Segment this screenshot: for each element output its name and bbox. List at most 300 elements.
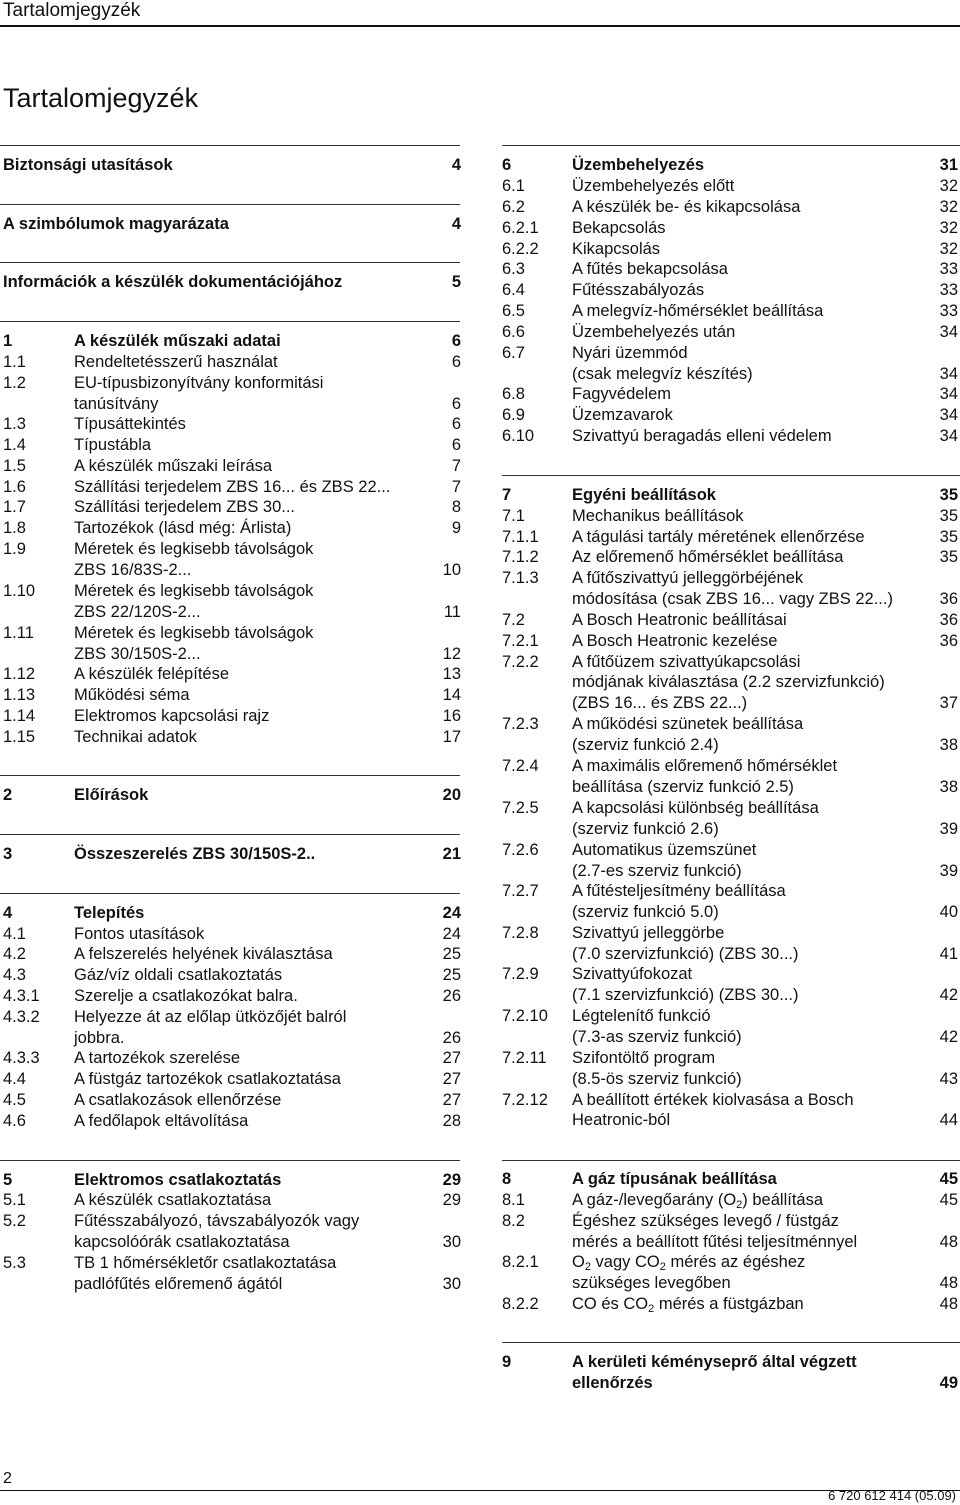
toc-entry-page: 8 [451,498,461,516]
toc-entry[interactable] [502,239,958,260]
toc-entry[interactable] [502,426,958,447]
toc-entry[interactable] [3,456,461,477]
toc-entry-number: 1.15 [3,728,36,746]
toc-entry-title: A készülék be- és kikapcsolása [572,198,801,216]
footer-rule [0,1490,960,1491]
toc-entry-title: (szerviz funkció 2.6) [572,820,719,838]
toc-entry[interactable] [3,727,461,748]
toc-entry-title: A készülék felépítése [74,665,230,683]
toc-entry-number: 7.1.2 [502,548,539,566]
toc-entry[interactable] [502,280,958,301]
toc-entry[interactable] [502,589,958,610]
toc-entry-title: Szerelje a csatlakozókat balra. [74,987,298,1005]
toc-entry-page: 6 [451,353,461,371]
toc-entry[interactable] [3,581,461,602]
toc-entry[interactable] [502,259,958,280]
toc-entry[interactable] [3,685,461,706]
toc-entry[interactable] [502,631,958,652]
toc-entry-title: (7.1 szervizfunkció) (ZBS 30...) [572,986,799,1004]
toc-entry[interactable] [502,610,958,631]
toc-entry[interactable] [502,693,958,714]
toc-entry-number: 8.2.2 [502,1295,539,1313]
toc-entry[interactable] [502,1169,958,1190]
toc-entry-number: 6 [502,156,512,174]
toc-entry-number: 7.2.12 [502,1091,548,1109]
toc-entry-title: Összeszerelés ZBS 30/150S-2.. [74,845,316,863]
toc-entry-title: A készülék csatlakoztatása [74,1191,272,1209]
toc-entry[interactable] [3,903,461,924]
toc-entry-title: Működési séma [74,686,190,704]
toc-entry-title: (csak melegvíz készítés) [572,365,753,383]
toc-entry-number: Információk a készülék dokumentációjához [3,273,343,291]
toc-entry-title: A fedőlapok eltávolítása [74,1112,249,1130]
toc-entry-page: 32 [939,177,958,195]
toc-entry-page: 37 [939,694,958,712]
toc-entry-number: 1.12 [3,665,36,683]
toc-entry[interactable] [502,343,958,364]
toc-entry-page: 32 [939,219,958,237]
toc-entry-number: 1.1 [3,353,26,371]
toc-entry-number: 7.2.7 [502,882,539,900]
toc-entry[interactable] [3,644,461,665]
toc-entry-page: 34 [939,406,958,424]
toc-entry-title: Égéshez szükséges levegő / füstgáz [572,1212,839,1230]
toc-entry-title: Szivattyú beragadás elleni védelem [572,427,832,445]
toc-entry-title: ZBS 16/83S-2... [74,561,192,579]
section-divider [0,204,460,205]
toc-entry-title: A füstgáz tartozékok csatlakoztatása [74,1070,341,1088]
toc-entry-page: 28 [442,1112,461,1130]
toc-entry[interactable] [502,218,958,239]
toc-entry[interactable] [3,1028,461,1049]
toc-entry-number: 1.9 [3,540,26,558]
toc-entry-title: Fűtésszabályozó, távszabályozók vagy [74,1212,360,1230]
toc-entry[interactable] [3,352,461,373]
toc-entry-title: Kikapcsolás [572,240,661,258]
toc-entry-title: Fagyvédelem [572,385,672,403]
toc-entry[interactable] [502,819,958,840]
toc-entry-title: (szerviz funkció 5.0) [572,903,719,921]
toc-entry[interactable] [3,623,461,644]
toc-entry-page: 38 [939,736,958,754]
toc-entry[interactable] [502,1048,958,1069]
toc-entry-number: 7.1 [502,507,525,525]
toc-entry-page: 27 [442,1049,461,1067]
toc-entry-number: 1.2 [3,374,26,392]
toc-entry-page: 34 [939,323,958,341]
toc-entry-page: 33 [939,260,958,278]
toc-entry-number: 9 [502,1353,512,1371]
toc-entry-number: 6.9 [502,406,525,424]
toc-entry-page: 27 [442,1070,461,1088]
toc-entry[interactable] [502,1006,958,1027]
toc-entry-page: 26 [442,1029,461,1047]
toc-entry-title: Előírások [74,786,149,804]
toc-entry-number: 5.2 [3,1212,26,1230]
running-header-title: Tartalomjegyzék [3,0,141,21]
toc-entry-page: 21 [442,845,461,863]
toc-entry[interactable] [3,539,461,560]
toc-entry-number: 7.2.9 [502,965,539,983]
toc-entry-page: 36 [939,590,958,608]
toc-entry-number: 1 [3,332,13,350]
toc-entry[interactable] [502,652,958,673]
toc-entry-title: szükséges levegőben [572,1274,731,1292]
toc-entry[interactable] [502,197,958,218]
toc-entry-title: Üzembehelyezés után [572,323,736,341]
toc-entry-number: 4.2 [3,945,26,963]
toc-entry[interactable] [502,861,958,882]
toc-entry-number: 6.2.2 [502,240,539,258]
toc-entry-number: 1.6 [3,478,26,496]
toc-entry-number: 4.6 [3,1112,26,1130]
toc-entry-title: Nyári üzemmód [572,344,688,362]
toc-entry-number: 6.7 [502,344,525,362]
toc-entry-title: beállítása (szerviz funkció 2.5) [572,778,794,796]
toc-entry-title: Típustábla [74,436,152,454]
toc-entry[interactable] [3,394,461,415]
toc-entry-page: 35 [939,507,958,525]
toc-entry-title: Egyéni beállítások [572,486,716,504]
toc-entry-page: 30 [442,1233,461,1251]
toc-entry-number: 4.5 [3,1091,26,1109]
toc-entry[interactable] [502,777,958,798]
toc-entry[interactable] [3,331,461,352]
toc-entry-page: 33 [939,281,958,299]
toc-entry-title: (2.7-es szerviz funkció) [572,862,742,880]
toc-entry-page: 6 [451,332,461,350]
toc-entry[interactable] [3,1190,461,1211]
toc-entry-number: 7.2.5 [502,799,539,817]
toc-entry-page: 12 [442,645,461,663]
toc-entry-title: módjának kiválasztása (2.2 szervizfunkció) [572,673,885,691]
toc-entry-number: 3 [3,845,13,863]
toc-entry[interactable] [3,602,461,623]
toc-entry-title: Méretek és legkisebb távolságok [74,540,314,558]
toc-entry-number: 7.1.1 [502,528,539,546]
toc-entry-title: módosítása (csak ZBS 16... vagy ZBS 22...) [572,590,893,608]
toc-entry-number: 8.2 [502,1212,525,1230]
footer-page-number: 2 [3,1470,12,1487]
toc-entry-number: 6.8 [502,385,525,403]
toc-entry[interactable] [502,1294,958,1315]
toc-entry[interactable] [502,155,958,176]
toc-entry-title: A felszerelés helyének kiválasztása [74,945,333,963]
toc-entry-title: Heatronic-ból [572,1111,671,1129]
toc-entry-number: 5.3 [3,1254,26,1272]
section-divider [0,834,460,835]
toc-entry-title: Üzembehelyezés [572,156,705,174]
toc-entry-title: Légtelenítő funkció [572,1007,711,1025]
toc-entry-title: A melegvíz-hőmérséklet beállítása [572,302,824,320]
toc-entry[interactable] [502,964,958,985]
toc-entry[interactable] [3,1211,461,1232]
toc-entry-page: 25 [442,945,461,963]
toc-entry-page: 41 [939,945,958,963]
toc-entry-page: 24 [442,904,461,922]
toc-entry-title: A maximális előremenő hőmérséklet [572,757,838,775]
toc-entry[interactable] [502,405,958,426]
toc-entry[interactable] [3,1090,461,1111]
toc-entry-number: 6.5 [502,302,525,320]
toc-entry-title: A fűtőüzem szivattyúkapcsolási [572,653,801,671]
toc-entry-page: 10 [442,561,461,579]
toc-entry-title: Automatikus üzemszünet [572,841,757,859]
toc-entry[interactable] [3,944,461,965]
toc-entry[interactable] [3,924,461,945]
toc-entry[interactable] [502,881,958,902]
toc-entry-page: 49 [939,1374,958,1392]
section-divider [0,1160,460,1161]
toc-entry-page: 38 [939,778,958,796]
section-divider [502,145,960,146]
toc-entry[interactable] [502,798,958,819]
toc-entry-number: 4.3.2 [3,1008,40,1026]
toc-entry-number: A szimbólumok magyarázata [3,215,229,233]
toc-entry[interactable] [3,1253,461,1274]
toc-entry-title: A gáz-/levegőarány $(O_2)$ beállítása [572,1191,824,1211]
toc-entry-title: (szerviz funkció 2.4) [572,736,719,754]
toc-entry[interactable] [502,1027,958,1048]
toc-entry-title: Technikai adatok [74,728,197,746]
toc-entry[interactable] [502,506,958,527]
toc-entry[interactable] [3,986,461,1007]
toc-entry[interactable] [3,155,461,176]
toc-entry[interactable] [502,527,958,548]
toc-entry[interactable] [502,176,958,197]
toc-entry-title: ellenőrzés [572,1374,653,1392]
toc-entry-number: 7.2.2 [502,653,539,671]
toc-entry-page: 11 [443,603,461,621]
toc-entry-page: 35 [939,486,958,504]
toc-entry-number: 8.1 [502,1191,525,1209]
toc-entry-title: tanúsítvány [74,395,159,413]
toc-entry-number: 7.2.1 [502,632,539,650]
toc-entry[interactable] [3,664,461,685]
toc-entry-title: mérés a beállított fűtési teljesítménnyel [572,1233,858,1251]
toc-entry-page: 43 [939,1070,958,1088]
toc-entry-page: 34 [939,385,958,403]
toc-entry-page: 20 [442,786,461,804]
toc-entry[interactable] [3,518,461,539]
toc-entry-title: (7.3-as szerviz funkció) [572,1028,742,1046]
toc-entry-title: A működési szünetek beállítása [572,715,804,733]
toc-entry[interactable] [3,272,461,293]
toc-entry[interactable] [502,1373,958,1394]
toc-entry-title: Gáz/víz oldali csatlakoztatás [74,966,283,984]
toc-entry-page: 32 [939,240,958,258]
toc-entry[interactable] [3,844,461,865]
toc-entry-page: 34 [939,427,958,445]
toc-entry-number: 7.2.8 [502,924,539,942]
toc-entry[interactable] [502,944,958,965]
toc-entry-title: A gáz típusának beállítása [572,1170,777,1188]
toc-entry-title: $O_2$ vagy $CO_2$ mérés az égéshez [572,1253,806,1273]
toc-entry[interactable] [3,477,461,498]
toc-entry-number: 6.2.1 [502,219,539,237]
toc-entry[interactable] [3,1048,461,1069]
toc-entry[interactable] [3,1274,461,1295]
toc-entry[interactable] [3,1111,461,1132]
toc-entry[interactable] [502,384,958,405]
toc-entry[interactable] [3,214,461,235]
toc-entry-number: 7.1.3 [502,569,539,587]
toc-entry-number: 4.3.1 [3,987,40,1005]
toc-entry-page: 36 [939,632,958,650]
toc-entry[interactable] [502,840,958,861]
toc-entry-title: Méretek és legkisebb távolságok [74,624,314,642]
toc-entry-number: 6.6 [502,323,525,341]
toc-entry[interactable] [502,1273,958,1294]
toc-entry-page: 33 [939,302,958,320]
toc-entry-number: 7.2.10 [502,1007,548,1025]
toc-entry[interactable] [502,1190,958,1211]
toc-entry-page: 17 [442,728,461,746]
toc-entry-title: Bekapcsolás [572,219,666,237]
toc-entry-page: 9 [451,519,461,537]
toc-entry[interactable] [3,414,461,435]
toc-entry-page: 14 [442,686,461,704]
toc-entry-number: 6.2 [502,198,525,216]
toc-entry[interactable] [3,785,461,806]
toc-entry-page: 6 [451,436,461,454]
toc-entry-number: 2 [3,786,13,804]
toc-entry-number: 7.2.11 [502,1049,547,1067]
toc-entry-title: A kapcsolási különbség beállítása [572,799,819,817]
toc-entry-number: 6.4 [502,281,525,299]
toc-entry-page: 24 [442,925,461,943]
toc-entry[interactable] [502,1090,958,1111]
toc-entry-page: 32 [939,198,958,216]
toc-entry[interactable] [502,485,958,506]
toc-entry-number: 1.14 [3,707,36,725]
toc-entry-number: 1.8 [3,519,26,537]
toc-entry-title: A készülék műszaki adatai [74,332,281,350]
toc-entry[interactable] [502,1110,958,1131]
toc-entry[interactable] [3,1232,461,1253]
toc-entry-number: 6.1 [502,177,525,195]
header-rule [0,25,960,27]
toc-entry-page: 29 [442,1191,461,1209]
toc-entry-title: Szivattyúfokozat [572,965,693,983]
toc-entry-number: 1.3 [3,415,26,433]
toc-entry[interactable] [502,322,958,343]
toc-entry[interactable] [3,435,461,456]
toc-entry-title: A Bosch Heatronic beállításai [572,611,787,629]
toc-entry[interactable] [502,1252,958,1273]
toc-entry-page: 45 [939,1191,958,1209]
toc-entry-title: EU-típusbizonyítvány konformitási [74,374,324,392]
toc-entry-title: Szállítási terjedelem ZBS 16... és ZBS 22... [74,478,391,496]
toc-entry-title: A Bosch Heatronic kezelése [572,632,778,650]
toc-entry-title: Típusáttekintés [74,415,186,433]
toc-entry-number: 4.3.3 [3,1049,40,1067]
toc-entry-number: 8 [502,1170,512,1188]
toc-entry[interactable] [502,672,958,693]
toc-entry[interactable] [502,735,958,756]
toc-entry-number: 8.2.1 [502,1253,539,1271]
toc-entry-page: 44 [939,1111,958,1129]
toc-entry-page: 35 [939,528,958,546]
toc-entry-page: 7 [451,457,461,475]
toc-entry[interactable] [3,560,461,581]
toc-entry[interactable] [502,985,958,1006]
toc-entry[interactable] [502,756,958,777]
toc-entry[interactable] [502,1211,958,1232]
toc-entry-title: A készülék műszaki leírása [74,457,273,475]
toc-entry-title: CO és $CO_2$ mérés a füstgázban [572,1295,804,1315]
toc-entry[interactable] [502,1352,958,1373]
toc-entry-title: Szállítási terjedelem ZBS 30... [74,498,296,516]
toc-entry-page: 30 [442,1275,461,1293]
toc-entry-page: 4 [451,156,461,174]
toc-entry-title: Szivattyú jelleggörbe [572,924,725,942]
toc-entry[interactable] [502,364,958,385]
toc-entry-title: padlófűtés előremenő ágától [74,1275,283,1293]
toc-entry-page: 31 [939,156,958,174]
toc-entry-title: Az előremenő hőmérséklet beállítása [572,548,844,566]
toc-entry-page: 6 [451,395,461,413]
toc-entry[interactable] [3,965,461,986]
toc-entry-page: 13 [442,665,461,683]
toc-entry[interactable] [3,1007,461,1028]
toc-entry[interactable] [3,1170,461,1191]
toc-entry[interactable] [502,568,958,589]
toc-entry-title: jobbra. [74,1029,125,1047]
toc-entry[interactable] [3,706,461,727]
footer-doc-code: 6 720 612 414 (05.09) [828,1488,956,1503]
toc-entry-title: A fűtésteljesítmény beállítása [572,882,786,900]
toc-entry-title: Tartozékok (lásd még: Árlista) [74,519,292,537]
toc-entry-number: 6.10 [502,427,535,445]
toc-entry-title: Telepítés [74,904,145,922]
toc-entry-number: 7.2.3 [502,715,539,733]
toc-entry[interactable] [502,1069,958,1090]
toc-entry-number: 1.10 [3,582,36,600]
toc-entry-title: Elektromos csatlakoztatás [74,1171,282,1189]
toc-entry-number: 6.3 [502,260,525,278]
toc-entry[interactable] [502,714,958,735]
toc-entry[interactable] [3,497,461,518]
toc-entry[interactable] [502,902,958,923]
section-divider [502,1160,960,1161]
toc-entry-title: Fontos utasítások [74,925,205,943]
toc-entry[interactable] [502,547,958,568]
toc-entry-page: 5 [451,273,461,291]
toc-entry[interactable] [502,301,958,322]
toc-entry-title: A csatlakozások ellenőrzése [74,1091,282,1109]
toc-entry-number: 7.2.6 [502,841,539,859]
toc-entry-title: A kerületi kéményseprő által végzett [572,1353,857,1371]
toc-entry-title: Mechanikus beállítások [572,507,744,525]
toc-entry-title: TB 1 hőmérsékletőr csatlakoztatása [74,1254,337,1272]
toc-entry[interactable] [502,1232,958,1253]
toc-entry-number: 7.2.4 [502,757,539,775]
toc-entry-page: 16 [442,707,461,725]
toc-entry[interactable] [502,923,958,944]
toc-entry-page: 42 [939,986,958,1004]
toc-entry-page: 4 [451,215,461,233]
toc-entry-page: 35 [939,548,958,566]
toc-entry-page: 39 [939,862,958,880]
toc-entry[interactable] [3,373,461,394]
toc-entry[interactable] [3,1069,461,1090]
toc-entry-page: 26 [442,987,461,1005]
toc-entry-title: Helyezze át az előlap ütközőjét balról [74,1008,347,1026]
toc-entry-number: 1.5 [3,457,26,475]
page-title: Tartalomjegyzék [3,83,199,113]
toc-entry-title: (7.0 szervizfunkció) (ZBS 30...) [572,945,799,963]
